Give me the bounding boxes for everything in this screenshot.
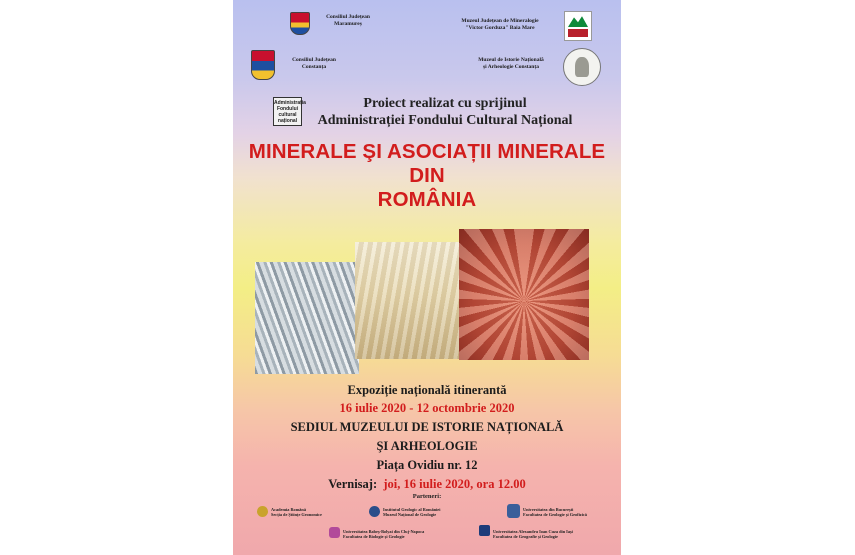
partner-item: Universitatea Alexandru Ioan Cuza din Iași Facultatea de Geografie și Geologie bbox=[493, 529, 573, 540]
vernisaj-label: Vernisaj: bbox=[328, 477, 378, 491]
venue-address: Piața Ovidiu nr. 12 bbox=[376, 458, 478, 472]
constanta-crest-logo bbox=[251, 50, 275, 80]
romanian-academy-logo bbox=[257, 506, 268, 517]
partner-item: Institutul Geologic al României Muzeul Național de Geologie bbox=[383, 507, 441, 518]
partner-item: Academia Română Secția de Științe Geonomice bbox=[271, 507, 322, 518]
mineral-photo-middle bbox=[355, 242, 461, 359]
constanta-council-label: Consiliul Județean Constanța bbox=[292, 57, 336, 70]
geological-institute-logo bbox=[369, 506, 380, 517]
afcn-logo: Administrația Fondului cultural național bbox=[273, 97, 302, 126]
mineralogy-museum-logo bbox=[564, 11, 592, 41]
partner-item: Universitatea din București Facultatea de Geologie și Geofizică bbox=[523, 507, 587, 518]
partner-item: Universitatea Babeș-Bolyai din Cluj-Napoca Facultatea de Biologie și Geologie bbox=[343, 529, 425, 540]
history-museum-seal-logo bbox=[563, 48, 601, 86]
mineralogy-museum-label: Muzeul Județean de Mineralogie "Victor Gorduza" Baia Mare bbox=[461, 18, 539, 31]
venue-line-2: ŞI ARHEOLOGIE bbox=[376, 439, 478, 453]
babes-bolyai-logo bbox=[329, 527, 340, 538]
exhibition-title: MINERALE ŞI ASOCIAȚII MINERALE DIN ROMÂNIA bbox=[248, 140, 606, 211]
vernisaj-line bbox=[233, 476, 621, 492]
venue-line-1: SEDIUL MUZEULUI DE ISTORIE NAȚIONALĂ bbox=[290, 420, 564, 434]
vernisaj-value: joi, 16 iulie 2020, ora 12.00 bbox=[383, 477, 526, 491]
cuza-university-logo bbox=[479, 525, 490, 536]
exhibition-type: Expoziție națională itinerantă bbox=[347, 383, 507, 397]
maramures-council-label: Consiliul Județean Maramureș bbox=[326, 14, 370, 27]
maramures-crest-logo bbox=[290, 12, 310, 35]
partners-heading: Parteneri: bbox=[412, 493, 442, 500]
bucharest-university-logo bbox=[507, 504, 520, 518]
mineral-photo-left bbox=[255, 262, 359, 374]
project-support-header: Proiect realizat cu sprijinul Administrației Fondului Cultural Național bbox=[317, 96, 573, 128]
exhibition-poster bbox=[233, 0, 621, 555]
exhibition-dates: 16 iulie 2020 - 12 octombrie 2020 bbox=[339, 401, 515, 415]
mineral-photo-right bbox=[459, 229, 589, 360]
history-museum-label: Muzeul de Istorie Națională și Arheologie Constanța bbox=[478, 57, 544, 70]
